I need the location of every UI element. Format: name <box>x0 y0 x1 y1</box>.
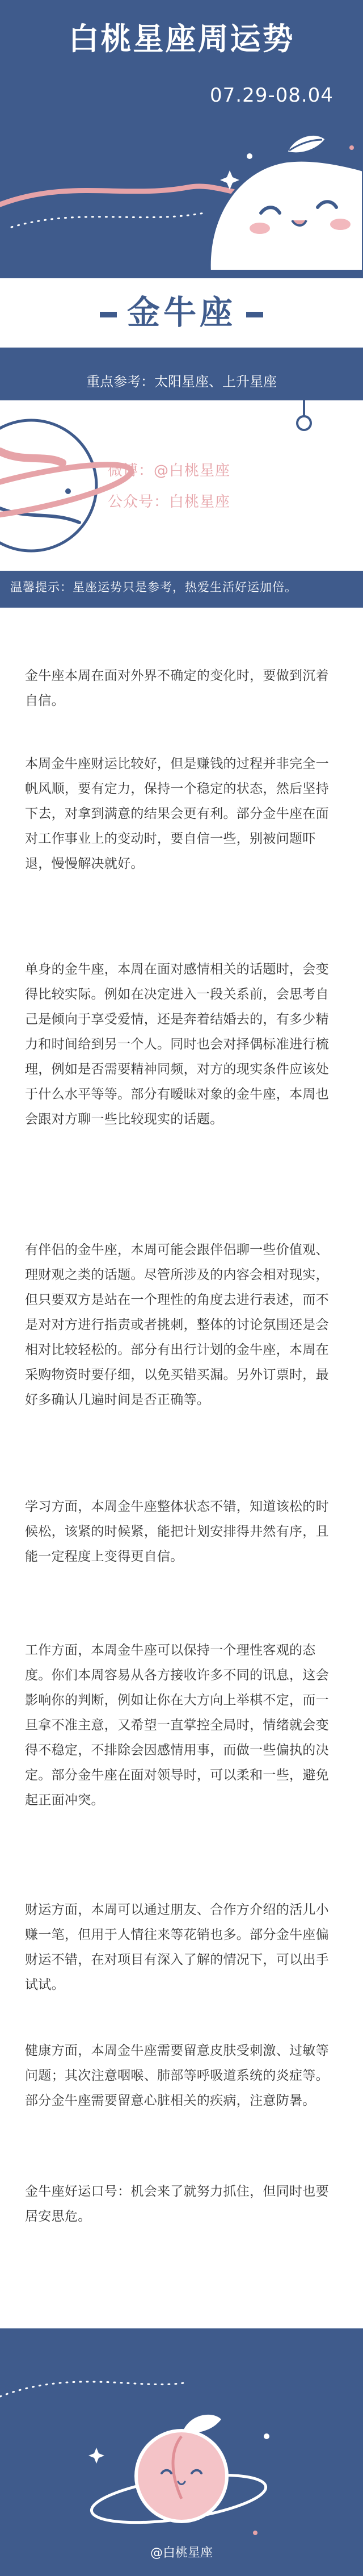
paragraph-work: 工作方面，本周金牛座可以保持一个理性客观的态度。你们本周容易从各方接收许多不同的讯息，这会影响你的判断，例如让你在大方向上举棋不定，而一旦拿不准主意，又希望一直掌控全局时，情绪就会变得不稳定，不排除会因感情用事，而做一些偏执的决定。部分金牛座在面对领导时，可以柔和一些，避免起正面冲突。 <box>25 1643 329 1808</box>
reference-note: 重点参考：太阳星座、上升星座 <box>86 374 277 390</box>
tip-notice: 温馨提示：星座运势只是参考，热爱生活好运加倍。 <box>10 580 297 594</box>
paragraph-health: 健康方面，本周金牛座需要留意皮肤受刺激、过敏等问题；其次注意咽喉、肺部等呼吸道系统的炎症等。部分金牛座需要留意心脏相关的疾病，注意防暑。 <box>25 2043 329 2108</box>
paragraph-study: 学习方面，本周金牛座整体状态不错，知道该松的时候松，该紧的时候紧，能把计划安排得井然有序，且能一定程度上变得更自信。 <box>25 1499 329 1564</box>
left-dash <box>100 312 117 317</box>
paragraph-single: 单身的金牛座，本周在面对感情相关的话题时，会变得比较实际。例如在决定进入一段关系前，会思考自己是倾向于享受爱情，还是奔着结婚去的，有多少精力和时间给到另一个人。同时也会对择偶标准进行梳理，例如是否需要精神同频，对方的现实条件应该处于什么水平等等。部分有暧昧对象的金牛座，本周也会跟对方聊一些比较现实的话题。 <box>25 962 329 1127</box>
date-range: 07.29-08.04 <box>210 84 334 107</box>
right-dash <box>246 312 263 317</box>
header-banner <box>0 0 363 270</box>
paragraph-intro: 金牛座本周在面对外界不确定的变化时，要做到沉着自信。 <box>25 668 329 708</box>
page-title: 白桃星座周运势 <box>68 21 295 57</box>
wechat-account: 公众号：白桃星座 <box>108 494 231 511</box>
paragraph-finance: 财运方面，本周可以通过朋友、合作方介绍的活儿小赚一笔，但用于人情往来等花销也多。部分金牛座偏财运不错，在对项目有深入了解的情况下，可以出手试试。 <box>25 1902 329 1992</box>
weibo-handle: 微博：@白桃星座 <box>108 462 231 479</box>
sign-title <box>0 286 363 333</box>
horoscope-content <box>0 608 363 2328</box>
footer-planet-illustration <box>0 2328 363 2576</box>
planet-illustration <box>0 400 363 571</box>
info-card <box>0 400 363 571</box>
sign-name: 金牛座 <box>126 293 236 332</box>
paragraph-slogan: 金牛座好运口号：机会来了就努力抓住，但同时也要居安思危。 <box>25 2184 329 2224</box>
peach-mascot-illustration <box>0 85 363 270</box>
paragraph-couple: 有伴侣的金牛座，本周可能会跟伴侣聊一些价值观、理财观之类的话题。尽管所涉及的内容会相对现实，但只要双方是站在一个理性的角度去进行表述，而不是对对方进行指责或者挑刺，整体的讨论氛围还是会相对比较轻松的。部分有出行计划的金牛座，本周在采购物资时要仔细，以免买错买漏。另外订票时，最好多确认几遍时间是否正确等。 <box>25 1243 329 1407</box>
brand-watermark: @白桃星座 <box>150 2546 213 2560</box>
paragraph-wealth: 本周金牛座财运比较好，但是赚钱的过程并非完全一帆风顺，要有定力，保持一个稳定的状态，然后坚持下去，对拿到满意的结果会更有利。部分金牛座在面对工作事业上的变动时，要自信一些，别被问题吓退，慢慢解决就好。 <box>25 756 329 871</box>
footer <box>0 2328 363 2576</box>
